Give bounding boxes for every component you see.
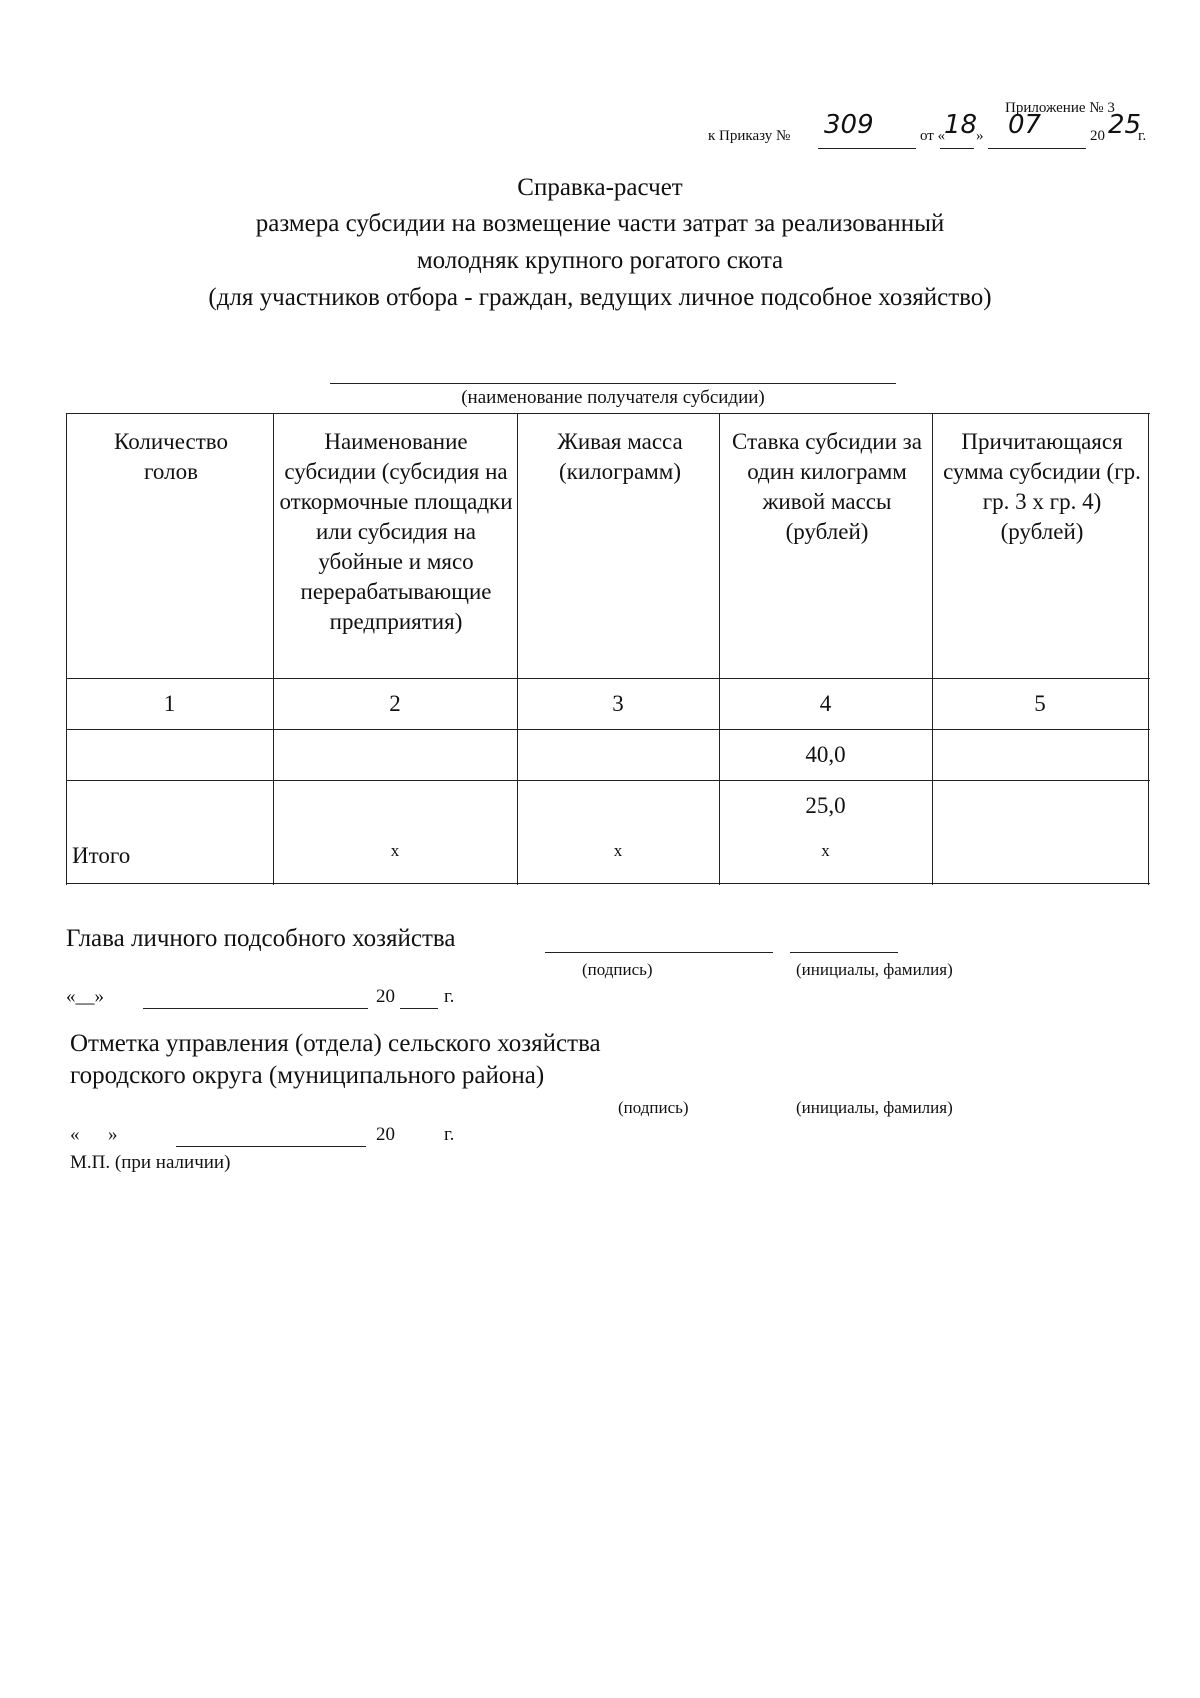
- header-head-count: Количество голов: [114, 429, 228, 484]
- table-border-top: [66, 413, 1150, 414]
- document-subtitle-line-3: (для участников отбора - граждан, ведущих личное подсобное хозяйство): [208, 284, 992, 311]
- table-col-divider-4: [932, 413, 933, 885]
- table-border-bottom: [66, 883, 1150, 884]
- total-x-col3: х: [613, 841, 623, 860]
- document-title: Справка-расчет: [517, 174, 683, 201]
- table-border-left: [66, 413, 67, 885]
- column-number-3: 3: [612, 691, 624, 716]
- department-date-quote-close: »: [108, 1124, 118, 1145]
- order-day-underline: [940, 148, 974, 149]
- head-date-year-line: [400, 1008, 438, 1009]
- head-date-year-prefix: 20: [376, 986, 395, 1007]
- department-date-year-unit: г.: [444, 1124, 455, 1145]
- document-subtitle-line-2: молодняк крупного рогатого скота: [416, 247, 784, 274]
- column-number-2: 2: [389, 691, 401, 716]
- table-col-divider-2: [517, 413, 518, 885]
- column-number-1: 1: [163, 691, 176, 716]
- total-x-col4: х: [821, 841, 830, 860]
- head-signature-caption: (подпись): [582, 960, 653, 979]
- header-live-weight: Живая масса (килограмм): [557, 429, 683, 484]
- column-number-5: 5: [1034, 691, 1046, 716]
- head-date-quote: «__»: [66, 986, 104, 1007]
- order-month: 07: [1008, 110, 1042, 140]
- column-number-4: 4: [819, 691, 832, 716]
- head-date-month-line: [143, 1008, 368, 1009]
- table-numbers-divider: [66, 729, 1150, 730]
- order-year-prefix: 20: [1090, 128, 1105, 144]
- recipient-name-line: [330, 383, 896, 384]
- order-reference: [708, 110, 1158, 156]
- head-name-caption: (инициалы, фамилия): [796, 960, 953, 979]
- order-date-from: от «: [920, 128, 946, 144]
- order-day: 18: [944, 110, 978, 140]
- total-x-col2: х: [390, 841, 400, 860]
- department-date-year-prefix: 20: [376, 1124, 395, 1145]
- order-quote-close: »: [976, 128, 984, 144]
- order-number: 309: [824, 110, 874, 140]
- recipient-caption: (наименование получателя субсидии): [461, 387, 765, 408]
- table-col-divider-1: [273, 413, 274, 885]
- document-subtitle-line-1: размера субсидии на возмещение части затрат за реализованный: [255, 210, 945, 237]
- head-of-household-label: Глава личного подсобного хозяйства: [66, 925, 456, 952]
- total-label: Итого: [72, 843, 131, 868]
- order-prefix: к Приказу №: [708, 128, 791, 144]
- header-subsidy-rate: Ставка субсидии за один килограмм живой массы (рублей): [732, 429, 922, 544]
- head-name-line: [790, 952, 898, 953]
- row2-rate-value: 25,0: [805, 793, 846, 818]
- department-signature-caption: (подпись): [618, 1098, 689, 1117]
- appendix-label: Приложение № 3: [1005, 100, 1115, 116]
- stamp-note: М.П. (при наличии): [70, 1152, 231, 1173]
- header-subsidy-name: Наименование субсидии (субсидия на откормочные площадки или субсидия на убойные и мясо перерабатывающие предприятия): [279, 429, 513, 634]
- head-date-year-unit: г.: [444, 986, 455, 1007]
- department-mark-line-1: Отметка управления (отдела) сельского хозяйства: [70, 1030, 601, 1057]
- subsidy-table: [66, 413, 1150, 885]
- table-border-right: [1148, 413, 1149, 885]
- department-date-quote-open: «: [70, 1124, 80, 1145]
- row1-rate-value: 40,0: [805, 742, 846, 767]
- order-year: 25: [1108, 110, 1142, 140]
- order-month-underline: [988, 148, 1086, 149]
- department-mark-line-2: городского округа (муниципального района): [70, 1062, 545, 1089]
- order-number-underline: [818, 148, 916, 149]
- order-year-unit: г.: [1138, 128, 1147, 144]
- table-header-divider: [66, 678, 1150, 679]
- department-date-month-line: [176, 1146, 366, 1147]
- header-subsidy-amount: Причитающаяся сумма субсидии (гр. гр. 3 х гр. 4) (рублей): [943, 429, 1141, 544]
- table-row-divider: [66, 780, 1150, 781]
- head-signature-line: [545, 952, 773, 953]
- department-name-caption: (инициалы, фамилия): [796, 1098, 953, 1117]
